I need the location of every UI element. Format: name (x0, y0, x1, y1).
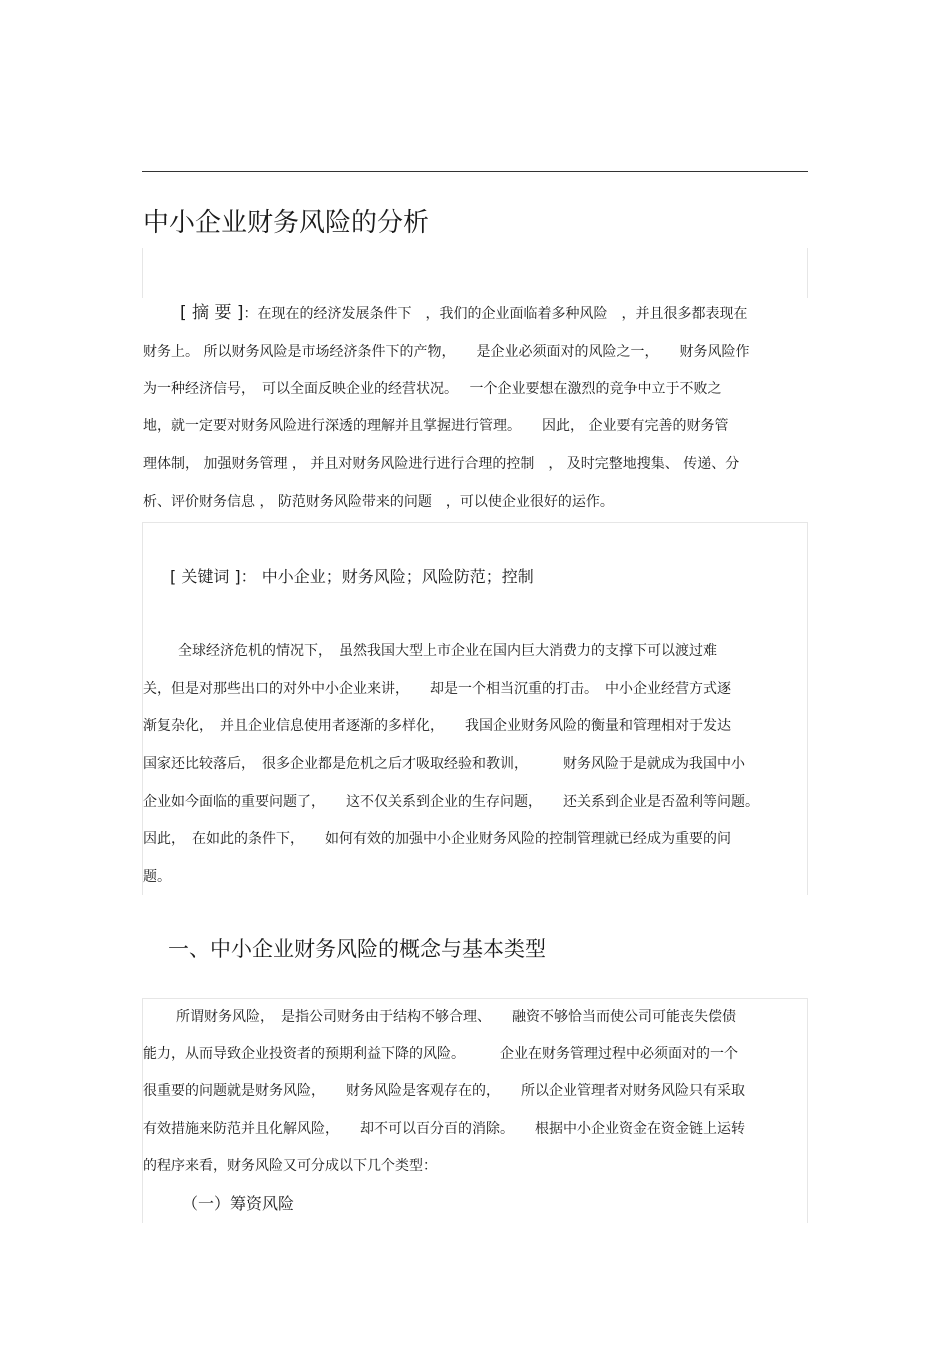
section1-line: 的程序来看，财务风险又可分成以下几个类型： (143, 1158, 437, 1174)
section-heading: 一、中小企业财务风险的概念与基本类型 (168, 937, 546, 961)
intro-line: 渐复杂化， 并且企业信息使用者逐渐的多样化， 我国企业财务风险的衡量和管理相对于发达 (143, 718, 731, 734)
subsection-heading: （一）筹资风险 (182, 1194, 295, 1213)
intro-line: 关，但是对那些出口的对外中小企业来讲， 却是一个相当沉重的打击。 中小企业经营方式逐 (143, 681, 731, 697)
abstract-line: 理体制， 加强财务管理 ， 并且对财务风险进行进行合理的控制 ， 及时完整地搜集、 传递、分 (143, 456, 740, 472)
document-title: 中小企业财务风险的分析 (143, 208, 430, 238)
intro-line: 企业如今面临的重要问题了， 这不仅关系到企业的生存问题， 还关系到企业是否盈利等问题。 (143, 794, 759, 810)
section1-line: 能力，从而导致企业投资者的预期利益下降的风险。 企业在财务管理过程中必须面对的一个 (143, 1046, 738, 1062)
abstract-frame (142, 248, 808, 298)
intro-line: 全球经济危机的情况下， 虽然我国大型上市企业在国内巨大消费力的支撑下可以渡过难 (178, 643, 717, 659)
top-rule (142, 171, 808, 172)
section1-frame (142, 998, 808, 1223)
abstract-line: 析、评价财务信息 ， 防范财务风险带来的问题 ，可以使企业很好的运作。 (143, 494, 614, 510)
intro-line: 因此， 在如此的条件下， 如何有效的加强中小企业财务风险的控制管理就已经成为重要的问 (143, 831, 731, 847)
section1-line: 很重要的问题就是财务风险， 财务风险是客观存在的， 所以企业管理者对财务风险只有采取 (143, 1083, 745, 1099)
abstract-text: ：在现在的经济发展条件下 ，我们的企业面临着多种风险 ，并且很多都表现在 (243, 306, 748, 322)
abstract-line (180, 303, 747, 324)
intro-line: 国家还比较落后， 很多企业都是危机之后才吸取经验和教训， 财务风险于是就成为我国中小 (143, 756, 745, 772)
abstract-line: 地，就一定要对财务风险进行深透的理解并且掌握进行管理。 因此， 企业要有完善的财务管 (143, 418, 729, 434)
section1-line: 所谓财务风险， 是指公司财务由于结构不够合理、 融资不够恰当而使公司可能丧失偿债 (176, 1009, 736, 1025)
keywords: [ 关键词 ]： 中小企业；财务风险；风险防范；控制 (170, 567, 534, 586)
abstract-line: 为一种经济信号， 可以全面反映企业的经营状况。 一个企业要想在激烈的竞争中立于不败之 (143, 381, 722, 397)
section1-line: 有效措施来防范并且化解风险， 却不可以百分百的消除。 根据中小企业资金在资金链上运转 (143, 1121, 745, 1137)
abstract-label: [ 摘 要 ] (180, 303, 244, 323)
abstract-line: 财务上。 所以财务风险是市场经济条件下的产物， 是企业必须面对的风险之一， 财务风险作 (143, 344, 750, 360)
intro-line: 题。 (143, 869, 171, 885)
